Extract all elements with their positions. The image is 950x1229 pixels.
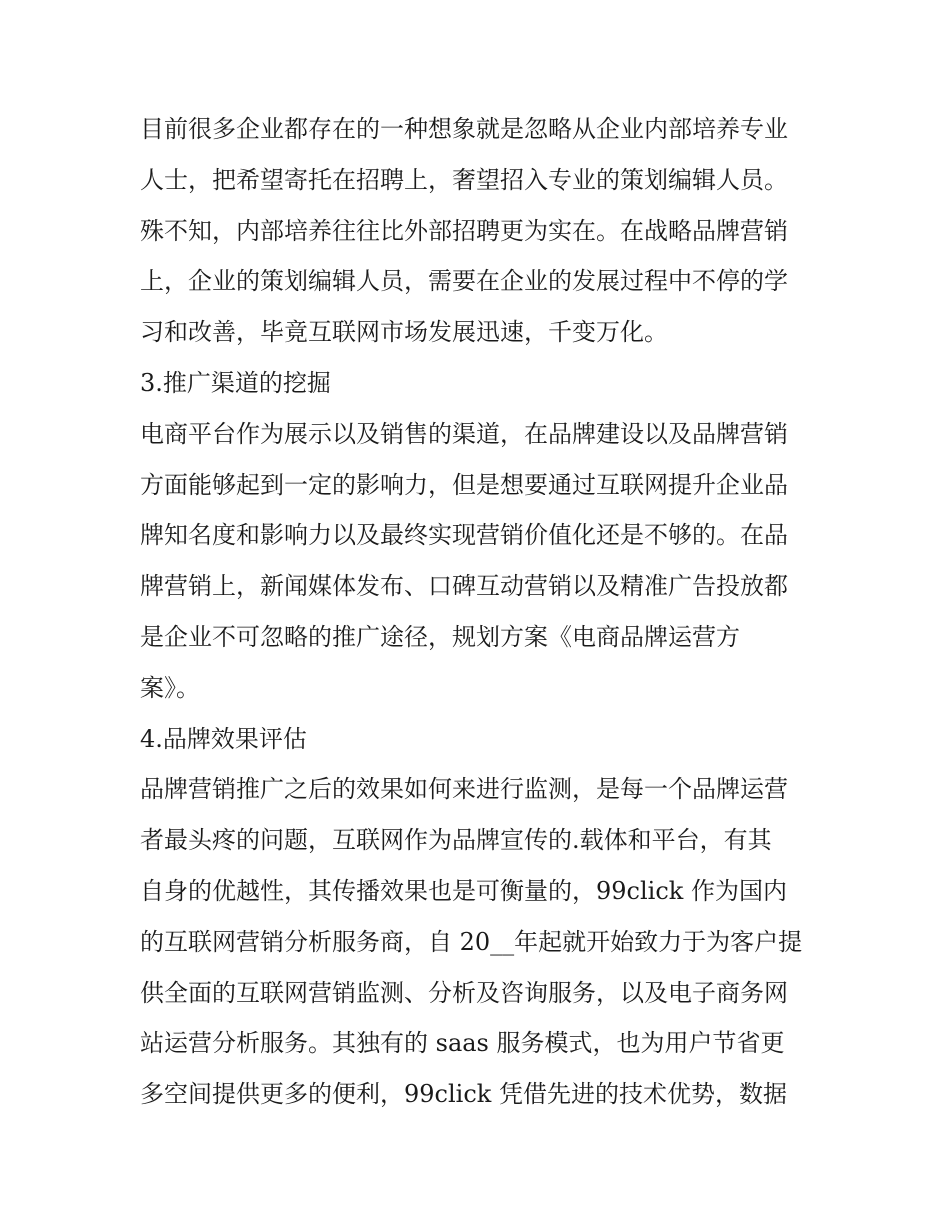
section-heading-evaluation: 4.品牌效果评估 bbox=[140, 724, 307, 753]
document-page bbox=[140, 104, 820, 1120]
paragraph-brand-evaluation: 品牌营销推广之后的效果如何来进行监测，是每一个品牌运营 者最头疼的问题，互联网作为品牌宣传的.载体和平台，有其 自身的优越性，其传播效果也是可衡量的，99click 作为国内 的互联网营销分析服务商，自 20__年起就开始致力于为客户提 供全面的互联网营销监测、分析及咨询服务，以及电子商务网 站运营分析服务。其独有的 saas 服务模式，也为用户节省更 多空间提供更多的便利，99click 凭借先进的技术优势，数据 bbox=[140, 775, 803, 1109]
paragraph-promotion-channels: 电商平台作为展示以及销售的渠道，在品牌建设以及品牌营销 方面能够起到一定的影响力，但是想要通过互联网提升企业品 牌知名度和影响力以及最终实现营销价值化还是不够的。在品 牌营销上，新闻媒体发布、口碑互动营销以及精准广告投放都 是企业不可忽略的推广途径，规划方案《电商品牌运营方 案》。 bbox=[140, 419, 788, 702]
paragraph-talent-training: 目前很多企业都存在的一种想象就是忽略从企业内部培养专业 人士，把希望寄托在招聘上，奢望招入专业的策划编辑人员。 殊不知，内部培养往往比外部招聘更为实在。在战略品牌营销 上，企业的策划编辑人员，需要在企业的发展过程中不停的学 习和改善，毕竟互联网市场发展迅速，千变万化。 bbox=[140, 115, 788, 347]
section-heading-channels: 3.推广渠道的挖掘 bbox=[140, 368, 331, 397]
